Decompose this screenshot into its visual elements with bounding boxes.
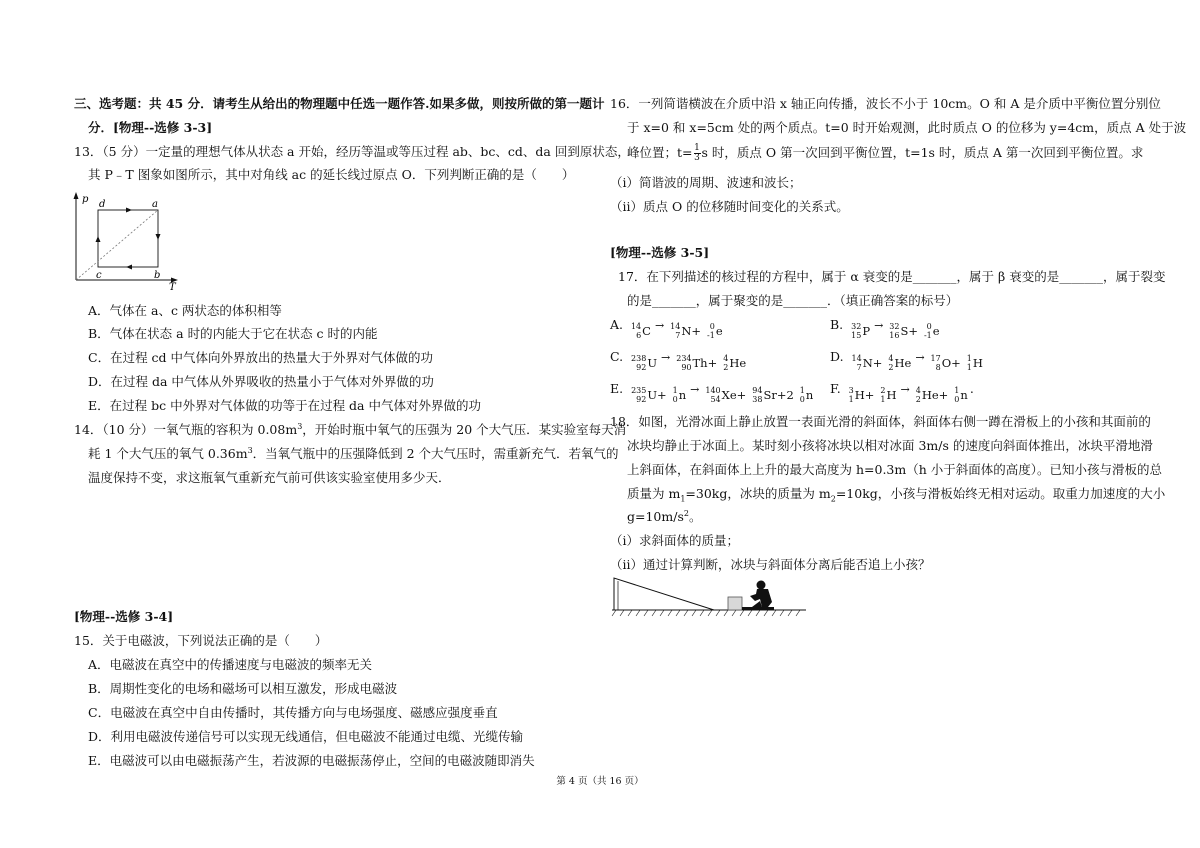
section34-heading: [物理--选修 3-4]	[74, 609, 174, 624]
child-figure	[750, 581, 772, 608]
incline-block	[614, 578, 714, 610]
q13-option-c: C．在过程 cd 中气体向外界放出的热量大于外界对气体做的功	[88, 350, 434, 365]
arrow-cd	[96, 236, 101, 242]
q16-sub-i: （i）简谐波的周期、波速和波长；	[610, 175, 802, 190]
q15-option-a: A．电磁波在真空中的传播速度与电磁波的频率无关	[88, 657, 373, 672]
skateboard	[742, 607, 774, 610]
q14-line3: 温度保持不变，求这瓶氧气重新充气前可供该实验室使用多少天．	[88, 470, 451, 485]
q16-fraction: $\frac{1}{3}$	[694, 143, 700, 163]
q17-option-a: A. 14 6 C → 14 7 N+ 0 -1 e	[610, 317, 723, 340]
arrow-da	[126, 208, 132, 213]
q13-option-a: A．气体在 a、c 两状态的体积相等	[88, 303, 282, 318]
graph-point-b: b	[154, 270, 161, 281]
q17-line1: 17．在下列描述的核过程的方程中，属于 α 衰变的是_______，属于 β 衰变的是_______，属于裂变	[618, 269, 1166, 284]
q16-sub-ii: （ii）质点 O 的位移随时间变化的关系式。	[610, 199, 849, 214]
q18-line3: 上斜面体，在斜面体上上升的最大高度为 h=0.3m（h 小于斜面体的高度）。已知小孩与滑板的总	[627, 462, 1163, 477]
section3-heading-line1: 三、选考题：共 45 分．请考生从给出的物理题中任选一题作答.如果多做，则按所做的第一题计	[74, 96, 605, 111]
q18-line2: 冰块均静止于冰面上。某时刻小孩将冰块以相对冰面 3m/s 的速度向斜面体推出，冰块平滑地滑	[627, 438, 1153, 453]
graph-diagonal	[76, 210, 161, 281]
section3-heading-line2: 分．[物理--选修 3-3]	[88, 120, 213, 135]
q13-option-e: E．在过程 bc 中外界对气体做的功等于在过程 da 中气体对外界做的功	[88, 398, 481, 413]
q18-line1: 18．如图，光滑冰面上静止放置一表面光滑的斜面体，斜面体右侧一蹲在滑板上的小孩和其面前的	[610, 414, 1151, 429]
page-footer: 第 4 页（共 16 页）	[556, 776, 644, 787]
ice-hatching	[612, 610, 800, 616]
arrow-ab	[156, 234, 161, 240]
q17-option-e: E. 235 92 U+ 1 0 n → 140 54 Xe+ 94 38 Sr+2 1 0 n	[610, 381, 814, 404]
graph-y-label: p	[82, 194, 89, 205]
graph-point-c: c	[96, 270, 102, 281]
q15-option-c: C．电磁波在真空中自由传播时，其传播方向与电场强度、磁感应强度垂直	[88, 705, 498, 720]
q17-option-f: F. 3 1 H+ 2 1 H → 4 2 He+ 1 0 n .	[830, 381, 974, 404]
q16-line1: 16．一列简谐横波在介质中沿 x 轴正向传播，波长不小于 10cm。O 和 A 是介质中平衡位置分别位	[610, 96, 1161, 111]
q14-line2: 耗 1 个大气压的氧气 $0.36m^3$．当氧气瓶中的压强降低到 2 个大气压时，需重新充气．若氧气的	[88, 445, 619, 461]
q13-stem-line2: 其 P﹣T 图象如图所示，其中对角线 ac 的延长线过原点 O．下列判断正确的是（ ）	[88, 167, 575, 182]
arrow-bc	[126, 265, 132, 270]
q16-line2: 于 x=0 和 x=5cm 处的两个质点。t=0 时开始观测，此时质点 O 的位移为 y=4cm，质点 A 处于波	[627, 120, 1187, 135]
q13-option-b: B．气体在状态 a 时的内能大于它在状态 c 时的内能	[88, 326, 378, 341]
q13-stem-line1: 13．（5 分）一定量的理想气体从状态 a 开始，经历等温或等压过程 ab、bc、cd、da 回到原状态，	[74, 144, 630, 159]
q17-option-b: B. 32 15 P → 32 16 S+ 0 -1 e	[830, 317, 940, 340]
q18-sub-i: （i）求斜面体的质量；	[610, 533, 739, 548]
graph-y-arrow	[74, 192, 79, 199]
q15-option-e: E．电磁波可以由电磁振荡产生，若波源的电磁振荡停止，空间的电磁波随即消失	[88, 753, 535, 768]
q14-line1: 14．（10 分）一氧气瓶的容积为 $0.08m^3$，开始时瓶中氧气的压强为 20 个大气压．某实验室每天消	[74, 421, 627, 437]
q13-pt-graph	[66, 190, 182, 290]
q17-line2: 的是_______，属于聚变的是_______．（填正确答案的标号）	[627, 293, 959, 308]
ice-block	[728, 597, 742, 610]
q17-option-d: D. 14 7 N+ 4 2 He → 17 8 O+ 1 1 H	[830, 349, 983, 372]
q17-option-c: C. 238 92 U → 234 90 Th+ 4 2 He	[610, 349, 747, 372]
q18-line4: 质量为 $m_1=30kg$，冰块的质量为 $m_2=10kg$，小孩与滑板始终无相对运动。取重力加速度的大小	[627, 486, 1166, 504]
section35-heading: [物理--选修 3-5]	[610, 245, 710, 260]
q15-option-b: B．周期性变化的电场和磁场可以相互激发，形成电磁波	[88, 681, 398, 696]
graph-cycle-rectangle	[98, 210, 158, 267]
graph-point-a: a	[152, 199, 158, 210]
graph-point-d: d	[99, 199, 106, 210]
q18-sub-ii: （ii）通过计算判断，冰块与斜面体分离后能否追上小孩？	[610, 557, 931, 572]
q15-option-d: D．利用电磁波传递信号可以实现无线通信，但电磁波不能通过电缆、光缆传输	[88, 729, 524, 744]
q13-option-d: D．在过程 da 中气体从外界吸收的热量小于气体对外界做的功	[88, 374, 434, 389]
q18-line5: $g=10m/s^2$。	[627, 508, 702, 524]
q16-line3: 峰位置；t= $\frac{1}{3}$ s 时，质点 O 第一次回到平衡位置，t=1s 时，质点 A 第一次回到平衡位置。求	[627, 143, 1144, 163]
graph-x-label: T	[169, 282, 176, 290]
q15-stem: 15．关于电磁波，下列说法正确的是（ ）	[74, 633, 328, 648]
q18-incline-figure	[610, 572, 810, 620]
